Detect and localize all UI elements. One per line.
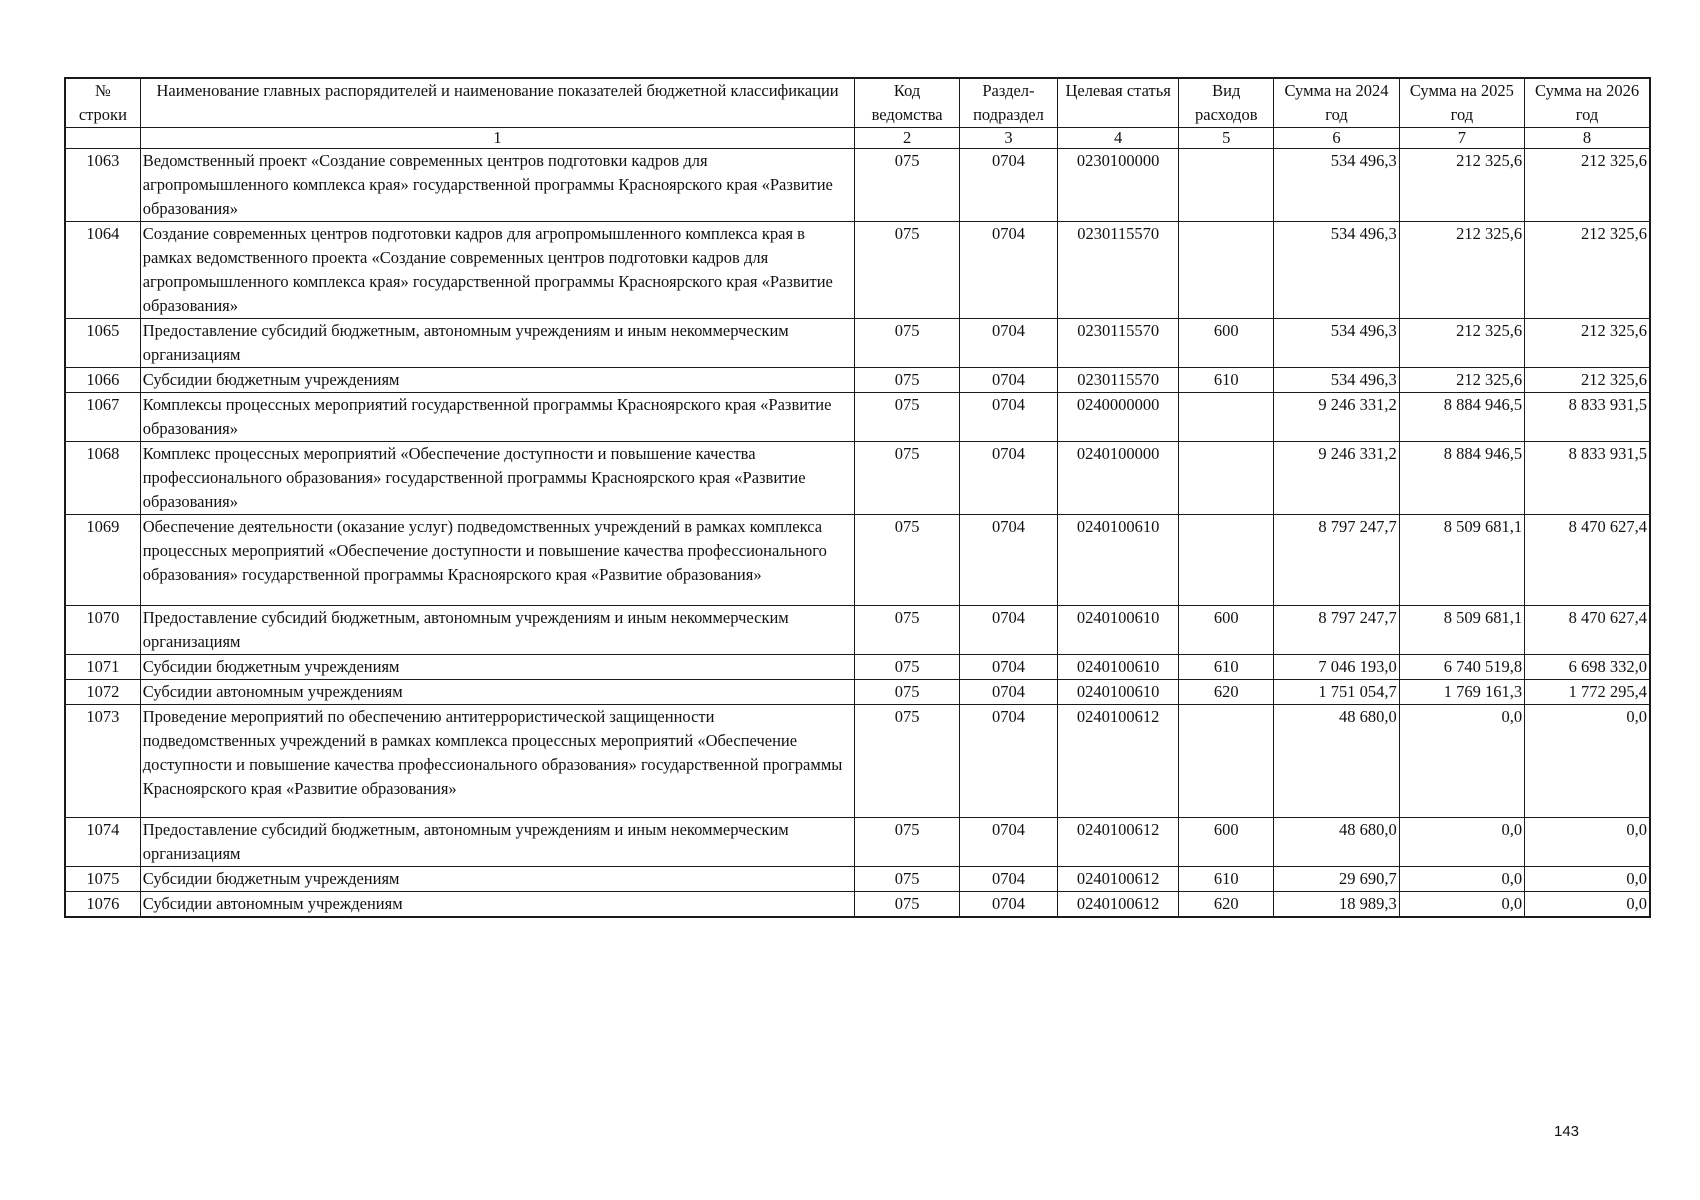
sum-2025-cell: 8 509 681,1	[1399, 606, 1524, 655]
target-cell: 0230115570	[1058, 319, 1179, 368]
expense-type-cell: 600	[1179, 319, 1274, 368]
target-cell: 0240100000	[1058, 442, 1179, 515]
sum-2026-cell: 8 470 627,4	[1525, 606, 1650, 655]
sum-2026-cell: 212 325,6	[1525, 149, 1650, 222]
table-row	[65, 818, 1650, 867]
target-cell: 0230115570	[1058, 222, 1179, 319]
header-dept-code: Код ведомства	[855, 78, 959, 128]
row-name-cell: Субсидии автономным учреждениям	[140, 680, 855, 705]
sum-2026-cell: 8 470 627,4	[1525, 515, 1650, 606]
dept-code-cell: 075	[855, 606, 959, 655]
sum-2026-cell: 8 833 931,5	[1525, 393, 1650, 442]
sum-2025-cell: 1 769 161,3	[1399, 680, 1524, 705]
header-sum-2024: Сумма на 2024 год	[1274, 78, 1399, 128]
sum-2024-cell: 534 496,3	[1274, 319, 1399, 368]
dept-code-cell: 075	[855, 222, 959, 319]
dept-code-cell: 075	[855, 655, 959, 680]
expense-type-cell: 620	[1179, 680, 1274, 705]
target-cell: 0240100612	[1058, 818, 1179, 867]
sum-2026-cell: 212 325,6	[1525, 222, 1650, 319]
table-row	[65, 149, 1650, 222]
sum-2026-cell: 0,0	[1525, 818, 1650, 867]
section-cell: 0704	[959, 222, 1057, 319]
target-cell: 0230100000	[1058, 149, 1179, 222]
row-name-cell: Создание современных центров подготовки кадров для агропромышленного комплекса края в рамках ведомственного проекта «Создание современных центров подготовки кадров для агропромышленного комплекса края» государственной программы Красноярского края «Развитие образования»	[140, 222, 855, 319]
table-row	[65, 705, 1650, 818]
table-row	[65, 515, 1650, 606]
row-name-cell: Ведомственный проект «Создание современных центров подготовки кадров для агропромышленного комплекса края» государственной программы Красноярского края «Развитие образования»	[140, 149, 855, 222]
expense-type-cell: 610	[1179, 368, 1274, 393]
target-cell: 0240100610	[1058, 515, 1179, 606]
row-number-cell: 1076	[65, 892, 140, 918]
table-row	[65, 606, 1650, 655]
sum-2025-cell: 212 325,6	[1399, 149, 1524, 222]
row-number-cell: 1067	[65, 393, 140, 442]
row-number-cell: 1073	[65, 705, 140, 818]
dept-code-cell: 075	[855, 393, 959, 442]
expense-type-cell	[1179, 515, 1274, 606]
expense-type-cell	[1179, 149, 1274, 222]
expense-type-cell: 610	[1179, 655, 1274, 680]
sum-2026-cell: 8 833 931,5	[1525, 442, 1650, 515]
sum-2024-cell: 8 797 247,7	[1274, 606, 1399, 655]
row-name-cell: Субсидии бюджетным учреждениям	[140, 368, 855, 393]
row-name-cell: Субсидии бюджетным учреждениям	[140, 867, 855, 892]
column-number: 6	[1274, 128, 1399, 149]
row-name-cell: Предоставление субсидий бюджетным, автономным учреждениям и иным некоммерческим организациям	[140, 818, 855, 867]
sum-2026-cell: 0,0	[1525, 867, 1650, 892]
header-expense-type: Вид расходов	[1179, 78, 1274, 128]
column-number	[65, 128, 140, 149]
sum-2026-cell: 6 698 332,0	[1525, 655, 1650, 680]
sum-2026-cell: 212 325,6	[1525, 368, 1650, 393]
row-name-cell: Субсидии автономным учреждениям	[140, 892, 855, 918]
section-cell: 0704	[959, 892, 1057, 918]
row-name-cell: Комплекс процессных мероприятий «Обеспечение доступности и повышение качества профессионального образования» государственной программы Красноярского края «Развитие образования»	[140, 442, 855, 515]
expense-type-cell: 600	[1179, 606, 1274, 655]
sum-2025-cell: 0,0	[1399, 818, 1524, 867]
table-body	[65, 78, 1650, 917]
table-row	[65, 867, 1650, 892]
sum-2026-cell: 0,0	[1525, 705, 1650, 818]
target-cell: 0240100612	[1058, 867, 1179, 892]
section-cell: 0704	[959, 867, 1057, 892]
table-row	[65, 222, 1650, 319]
sum-2024-cell: 534 496,3	[1274, 368, 1399, 393]
column-number: 2	[855, 128, 959, 149]
row-number-cell: 1071	[65, 655, 140, 680]
sum-2024-cell: 48 680,0	[1274, 818, 1399, 867]
dept-code-cell: 075	[855, 680, 959, 705]
target-cell: 0240000000	[1058, 393, 1179, 442]
row-number-cell: 1066	[65, 368, 140, 393]
section-cell: 0704	[959, 515, 1057, 606]
sum-2025-cell: 6 740 519,8	[1399, 655, 1524, 680]
budget-table	[64, 77, 1651, 918]
dept-code-cell: 075	[855, 705, 959, 818]
target-cell: 0240100610	[1058, 655, 1179, 680]
sum-2024-cell: 9 246 331,2	[1274, 393, 1399, 442]
sum-2024-cell: 534 496,3	[1274, 149, 1399, 222]
sum-2025-cell: 8 884 946,5	[1399, 393, 1524, 442]
table-row	[65, 368, 1650, 393]
section-cell: 0704	[959, 319, 1057, 368]
sum-2025-cell: 0,0	[1399, 867, 1524, 892]
row-number-cell: 1069	[65, 515, 140, 606]
table-row	[65, 442, 1650, 515]
section-cell: 0704	[959, 705, 1057, 818]
row-number-cell: 1068	[65, 442, 140, 515]
sum-2026-cell: 212 325,6	[1525, 319, 1650, 368]
header-target: Целевая статья	[1058, 78, 1179, 128]
column-number: 4	[1058, 128, 1179, 149]
budget-sheet	[64, 77, 1651, 918]
table-row	[65, 393, 1650, 442]
row-number-cell: 1063	[65, 149, 140, 222]
target-cell: 0240100610	[1058, 680, 1179, 705]
sum-2025-cell: 8 509 681,1	[1399, 515, 1524, 606]
expense-type-cell	[1179, 222, 1274, 319]
section-cell: 0704	[959, 680, 1057, 705]
dept-code-cell: 075	[855, 818, 959, 867]
sum-2024-cell: 18 989,3	[1274, 892, 1399, 918]
row-number-cell: 1074	[65, 818, 140, 867]
sum-2024-cell: 1 751 054,7	[1274, 680, 1399, 705]
header-sum-2025: Сумма на 2025 год	[1399, 78, 1524, 128]
section-cell: 0704	[959, 442, 1057, 515]
sum-2025-cell: 0,0	[1399, 892, 1524, 918]
sum-2024-cell: 48 680,0	[1274, 705, 1399, 818]
column-numbering-row	[65, 128, 1650, 149]
row-name-cell: Предоставление субсидий бюджетным, автономным учреждениям и иным некоммерческим организациям	[140, 319, 855, 368]
expense-type-cell: 610	[1179, 867, 1274, 892]
sum-2025-cell: 0,0	[1399, 705, 1524, 818]
row-name-cell: Предоставление субсидий бюджетным, автономным учреждениям и иным некоммерческим организациям	[140, 606, 855, 655]
target-cell: 0240100612	[1058, 705, 1179, 818]
target-cell: 0240100612	[1058, 892, 1179, 918]
sum-2026-cell: 0,0	[1525, 892, 1650, 918]
dept-code-cell: 075	[855, 319, 959, 368]
column-number: 7	[1399, 128, 1524, 149]
dept-code-cell: 075	[855, 368, 959, 393]
expense-type-cell	[1179, 705, 1274, 818]
target-cell: 0230115570	[1058, 368, 1179, 393]
dept-code-cell: 075	[855, 442, 959, 515]
sum-2024-cell: 8 797 247,7	[1274, 515, 1399, 606]
column-number: 3	[959, 128, 1057, 149]
sum-2024-cell: 9 246 331,2	[1274, 442, 1399, 515]
sum-2025-cell: 212 325,6	[1399, 368, 1524, 393]
section-cell: 0704	[959, 606, 1057, 655]
table-row	[65, 680, 1650, 705]
expense-type-cell	[1179, 442, 1274, 515]
header-row-number: № строки	[65, 78, 140, 128]
row-number-cell: 1072	[65, 680, 140, 705]
dept-code-cell: 075	[855, 149, 959, 222]
section-cell: 0704	[959, 655, 1057, 680]
sum-2024-cell: 29 690,7	[1274, 867, 1399, 892]
row-number-cell: 1070	[65, 606, 140, 655]
sum-2025-cell: 212 325,6	[1399, 222, 1524, 319]
column-number: 8	[1525, 128, 1650, 149]
column-number: 1	[140, 128, 855, 149]
sum-2026-cell: 1 772 295,4	[1525, 680, 1650, 705]
section-cell: 0704	[959, 818, 1057, 867]
sum-2024-cell: 7 046 193,0	[1274, 655, 1399, 680]
sum-2025-cell: 212 325,6	[1399, 319, 1524, 368]
row-name-cell: Обеспечение деятельности (оказание услуг) подведомственных учреждений в рамках комплекса процессных мероприятий «Обеспечение доступности и повышение качества профессионального образования» государственной программы Красноярского края «Развитие образования»	[140, 515, 855, 606]
header-section: Раздел-подраздел	[959, 78, 1057, 128]
row-number-cell: 1075	[65, 867, 140, 892]
sum-2025-cell: 8 884 946,5	[1399, 442, 1524, 515]
dept-code-cell: 075	[855, 867, 959, 892]
table-header-row	[65, 78, 1650, 128]
target-cell: 0240100610	[1058, 606, 1179, 655]
expense-type-cell: 600	[1179, 818, 1274, 867]
section-cell: 0704	[959, 368, 1057, 393]
dept-code-cell: 075	[855, 515, 959, 606]
dept-code-cell: 075	[855, 892, 959, 918]
table-row	[65, 319, 1650, 368]
sum-2024-cell: 534 496,3	[1274, 222, 1399, 319]
row-name-cell: Комплексы процессных мероприятий государственной программы Красноярского края «Развитие образования»	[140, 393, 855, 442]
table-row	[65, 655, 1650, 680]
section-cell: 0704	[959, 393, 1057, 442]
section-cell: 0704	[959, 149, 1057, 222]
header-name: Наименование главных распорядителей и наименование показателей бюджетной классификации	[140, 78, 855, 128]
row-name-cell: Субсидии бюджетным учреждениям	[140, 655, 855, 680]
page-number: 143	[1554, 1123, 1580, 1140]
row-number-cell: 1064	[65, 222, 140, 319]
row-number-cell: 1065	[65, 319, 140, 368]
table-row	[65, 892, 1650, 918]
row-name-cell: Проведение мероприятий по обеспечению антитеррористической защищенности подведомственных учреждений в рамках комплекса процессных мероприятий «Обеспечение доступности и повышение качества профессионального образования» государственной программы Красноярского края «Развитие образования»	[140, 705, 855, 818]
expense-type-cell: 620	[1179, 892, 1274, 918]
header-sum-2026: Сумма на 2026 год	[1525, 78, 1650, 128]
column-number: 5	[1179, 128, 1274, 149]
expense-type-cell	[1179, 393, 1274, 442]
